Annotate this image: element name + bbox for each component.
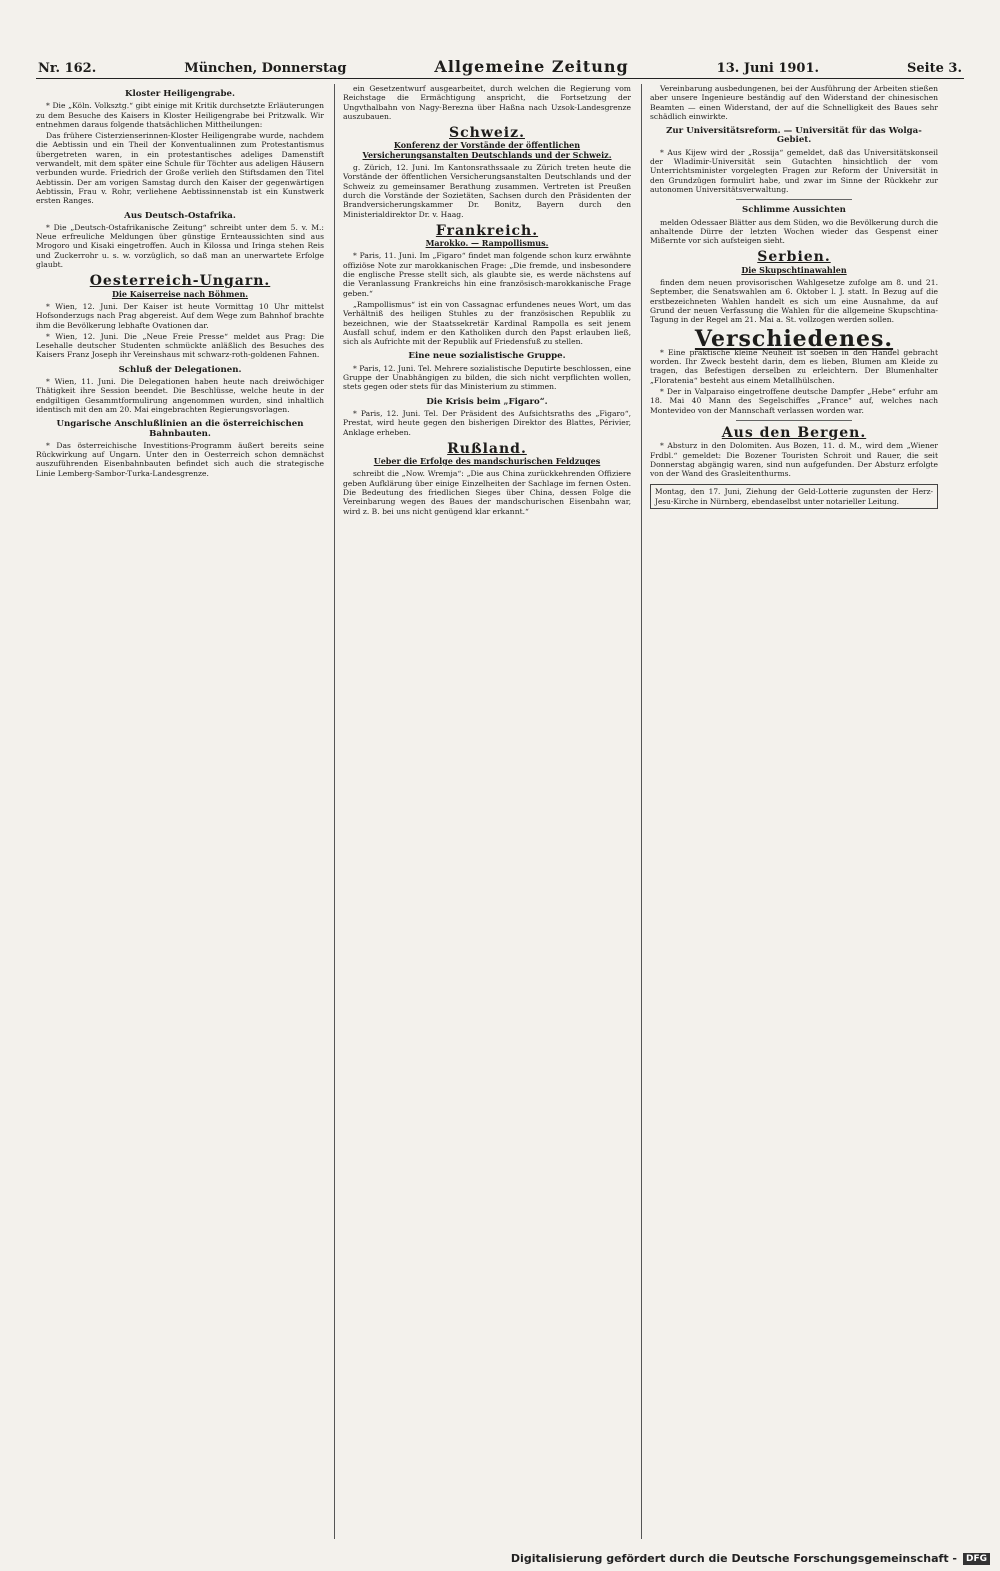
- section-heading: Verschiedenes.: [694, 325, 894, 352]
- section-heading: Serbien.: [757, 249, 831, 266]
- article-subheading: Die Kaiserreise nach Böhmen.: [111, 288, 249, 299]
- article-paragraph: schreibt die „Now. Wremja“: „Die aus China zurückkehrenden Offiziere geben Aufklärung über einige Einzelheiten der Sachlage im fernen Osten. Die Bedeutung des friedlichen Sieges über China, dessen Folge die Vereinbarung wegen des Baues der mandschurischen Eisenbahn war, wird z. B. bei uns nicht genügend klar erkannt.“: [343, 469, 631, 516]
- article-paragraph: * Absturz in den Dolomiten. Aus Bozen, 11. d. M., wird dem „Wiener Frdbl.“ gemeldet: Die Bozener Touristen Schroit und Rauer, die seit Donnerstag abgängig waren, sind nun aufgefunden. Der Absturz erfolgte von der Wand des Grasleitenthurms.: [650, 441, 938, 479]
- section-heading: Frankreich.: [435, 222, 539, 239]
- article-paragraph: „Rampollismus“ ist ein von Cassagnac erfundenes neues Wort, um das Verhältniß des heiligen Stuhles zu der französischen Republik zu bezeichnen, wie der Staatssekretär Kardinal Rampolla es seit jenem Ausfall schuf, indem er den Katholiken durch den Papst erlauben ließ, sich als Aufrichte mit der Republik auf Friedensfuß zu stellen.: [343, 299, 631, 347]
- article-subheading: Marokko. — Rampollismus.: [425, 238, 549, 249]
- lottery-notice: Montag, den 17. Juni, Ziehung der Geld-Lotterie zugunsten der Herz-Jesu-Kirche in Nürnberg, ebendaselbst unter notarieller Leitung.: [650, 484, 938, 509]
- issue-date: 13. Juni 1901.: [716, 61, 820, 76]
- place-date: München, Donnerstag: [184, 61, 347, 76]
- article-heading: Schluß der Delegationen.: [118, 364, 242, 375]
- masthead-rule: [36, 78, 964, 79]
- article-paragraph: Vereinbarung ausbedungenen, bei der Ausführung der Arbeiten stießen aber unsere Ingenieure beständig auf den Widerstand der chinesischen Beamten — einen Widerstand, der auf die Schnelligkeit des Baues sehr schädlich einwirkte.: [650, 84, 938, 121]
- article-paragraph: * Paris, 11. Juni. Im „Figaro“ findet man folgende schon kurz erwähnte offiziöse Note zur marokkanischen Frage: „Die fremde, und insbesondere die englische Presse stellt sich, als glaubte sie, es werde nächstens auf die Veranlassung Frankreichs hin eine französisch-marokkanische Frage geben.“: [343, 251, 631, 298]
- newspaper-title: Allgemeine Zeitung: [434, 57, 629, 76]
- article-paragraph: * Die „Deutsch-Ostafrikanische Zeitung“ schreibt unter dem 5. v. M.: Neue erfreuliche Meldungen über günstige Ernteaussichten sind aus Mrogoro und Kisaki eingetroffen. Auch in Kilossa und Iringa stehen Reis und Zuckerrohr u. s. w. vorzüglich, so daß man an unerwartete Erfolge glaubt.: [36, 222, 324, 270]
- article-paragraph: finden dem neuen provisorischen Wahlgesetze zufolge am 8. und 21. September, die Senatswahlen am 6. Oktober l. J. statt. In Bezug auf die erstbezeichneten Wahlen handelt es sich um eine Ausnahme, da auf Grund der neuen Verfassung die Wahlen für die allgemeine Skupschtina-Tagung in der Regel am 21. Mai a. St. vollzogen werden sollen.: [650, 278, 938, 325]
- article-heading: Ungarische Anschlußlinien an die österreichischen Bahnbauten.: [56, 419, 304, 439]
- dfg-logo: DFG: [963, 1553, 990, 1565]
- page-number: Seite 3.: [907, 61, 962, 76]
- article-paragraph: * Der in Valparaiso eingetroffene deutsche Dampfer „Hebe“ erfuhr am 18. Mai 40 Mann des Segelschiffes „France“ auf, welches nach Montevideo von der Mannschaft verlassen worden war.: [650, 387, 938, 415]
- article-subheading: Konferenz der Vorstände der öffentlichen Versicherungsanstalten Deutschlands und der Schweiz.: [362, 140, 612, 160]
- article-paragraph: * Wien, 12. Juni. Die „Neue Freie Presse“ meldet aus Prag: Die Lesehalle deutscher Studenten schmückte anläßlich des Besuches des Kaisers Franz Joseph ihr Vereinshaus mit schwarz-roth-goldenen Fahnen.: [36, 331, 324, 360]
- section-heading: Aus den Bergen.: [721, 424, 867, 441]
- column-3: [650, 84, 938, 1539]
- article-paragraph: * Eine praktische kleine Neuheit ist soeben in den Handel gebracht worden. Ihr Zweck besteht darin, dem es lieben, Blumen am Kleide zu tragen, das Befestigen derselben zu erleichtern. Der Blumenhalter „Floratenia“ besteht aus einem Metallhülschen.: [650, 347, 938, 385]
- credit-text: Digitalisierung gefördert durch die Deutsche Forschungsgemeinschaft -: [510, 1552, 957, 1565]
- article-paragraph: * Aus Kijew wird der „Rossija“ gemeldet, daß das Universitätskonseil der Wladimir-Universität sein Gutachten hinsichtlich der vom Unterrichtsminister vorgelegten Fragen zur Reform der Universität in den Grundzügen formulirt habe, und zwar im Sinne der Rückkehr zur autonomen Universitätsverwaltung.: [650, 147, 938, 194]
- article-heading: Kloster Heiligengrabe.: [125, 89, 235, 99]
- article-paragraph: * Paris, 12. Juni. Tel. Der Präsident des Aufsichtsraths des „Figaro“, Prestat, wird heute gegen den bisherigen Direktor des Blattes, Périvier, Anklage erheben.: [343, 408, 631, 437]
- article-heading: Zur Universitätsreform. — Universität für das Wolga-Gebiet.: [666, 126, 922, 146]
- article-paragraph: Das frühere Cisterzienserinnen-Kloster Heiligengrabe wurde, nachdem die Aebtissin und ein Theil der Konventualinnen zum Protestantismus übergetreten waren, in ein protestantisches adeliges Damenstift verwandelt, mit dem später eine Schule für Töchter aus adeligen Häusern verbunden wurde. Friedrich der Große verlieh den Stiftsdamen den Titel Aebtissin. Der am vorigen Samstag durch den Kaiser der gegenwärtigen Aebtissin, Frau v. Rohr, verliehene Aebtissinnenstab ist ein Kunstwerk ersten Ranges.: [36, 131, 324, 206]
- separator-rule: [736, 420, 851, 421]
- article-heading: Schlimme Aussichten: [742, 205, 846, 216]
- article-paragraph: * Die „Köln. Volksztg.“ gibt einige mit Kritik durchsetzte Erläuterungen zu dem Besuche des Kaisers in Kloster Heiligengrabe bei Pritzwalk. Wir entnehmen daraus folgende thatsächlichen Mittheilungen:: [36, 101, 324, 129]
- article-paragraph: ein Gesetzentwurf ausgearbeitet, durch welchen die Regierung vom Reichstage die Ermächtigung anspricht, die Fortsetzung der Ungvthalbahn von Nagy-Berezna über Haßna nach Uzsok-Landesgrenze auszubauen.: [343, 84, 631, 121]
- article-subheading: Ueber die Erfolge des mandschurischen Feldzuges: [373, 456, 601, 467]
- article-heading: Die Krisis beim „Figaro“.: [426, 396, 548, 407]
- masthead: [38, 52, 962, 76]
- article-paragraph: * Wien, 12. Juni. Der Kaiser ist heute Vormittag 10 Uhr mittelst Hofsonderzugs nach Prag abgereist. Auf dem Wege zum Bahnhof brachte ihm die Bevölkerung lebhafte Ovationen dar.: [36, 301, 324, 330]
- article-subheading: Die Skupschtinawahlen: [741, 264, 847, 275]
- digitization-credit: [511, 1552, 990, 1565]
- article-paragraph: melden Odessaer Blätter aus dem Süden, wo die Bevölkerung durch die anhaltende Dürre der letzten Wochen wieder das Gespenst einer Mißernte vor sich aufsteigen sieht.: [650, 217, 938, 246]
- article-heading: Eine neue sozialistische Gruppe.: [408, 351, 566, 362]
- column-divider: [641, 84, 642, 1539]
- article-paragraph: * Wien, 11. Juni. Die Delegationen haben heute nach dreiwöchiger Thätigkeit ihre Session beendet. Die Beschlüsse, welche heute in der endgiltigen Gesammtformulirung angenommen wurden, sind inhaltlich identisch mit den am 20. Mai eingebrachten Regierungsvorlagen.: [36, 377, 324, 414]
- issue-number: Nr. 162.: [38, 61, 97, 76]
- section-heading: Schweiz.: [449, 125, 525, 142]
- column-divider: [334, 84, 335, 1539]
- column-2: [343, 84, 631, 1539]
- article-paragraph: g. Zürich, 12. Juni. Im Kantonsrathssaale zu Zürich treten heute die Vorstände der öffentlichen Versicherungsanstalten Deutschlands und der Schweiz zu gemeinsamer Berathung zusammen. Vertreten ist Preußen durch die Vorstände der Sozietäten, Sachsen durch den Präsidenten der Brandversicherungskammer Dr. Bonitz, Bayern durch den Ministerialdirektor Dr. v. Haag.: [343, 163, 631, 219]
- column-1: [36, 84, 324, 1539]
- separator-rule: [736, 199, 851, 200]
- article-heading: Aus Deutsch-Ostafrika.: [124, 210, 236, 221]
- article-paragraph: * Das österreichische Investitions-Programm äußert bereits seine Rückwirkung auf Ungarn. Unter den in Oesterreich schon demnächst auszuführenden Eisenbahnbauten befindet sich auch die strategische Linie Lemberg-Sambor-Turka-Landesgrenze.: [36, 440, 324, 478]
- section-heading: Rußland.: [447, 440, 527, 457]
- article-paragraph: * Paris, 12. Juni. Tel. Mehrere sozialistische Deputirte beschlossen, eine Gruppe der Unabhängigen zu bilden, die sich nicht verpflichten wollen, stets gegen oder stets für das Ministerium zu stimmen.: [343, 363, 631, 392]
- section-heading: Oesterreich-Ungarn.: [89, 273, 271, 290]
